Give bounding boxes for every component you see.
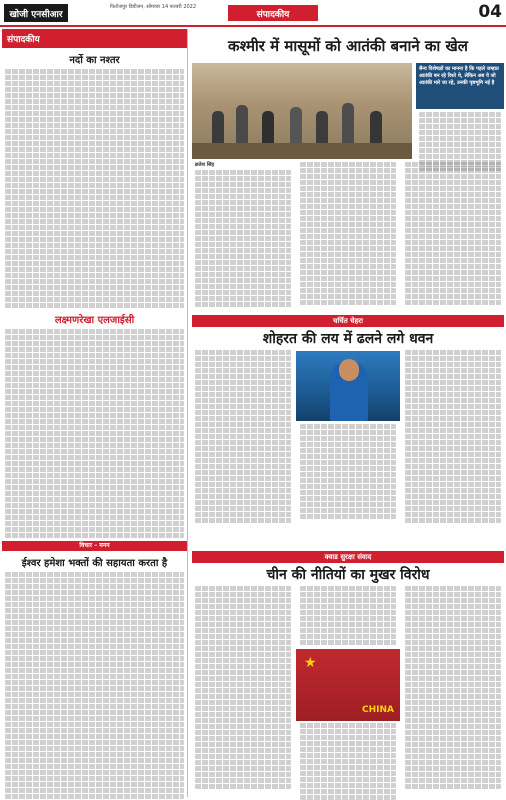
mid-story-headline: शोहरत की लय में ढलने लगे धवन [262,331,434,347]
bottom-body-col-2 [297,586,399,645]
lead-headline: कश्मीर में मासूमों को आतंकी बनाने का खेल [228,37,468,55]
lead-byline: ब्रजेश सिंह [195,162,215,168]
lead-body-col-3 [402,162,504,305]
right-column [192,29,504,797]
bottom-body-col-1 [192,586,294,789]
masthead-logo: खोजी एनसीआर [4,4,68,22]
lead-body-columns [192,161,504,311]
cricketer-photo [296,351,400,421]
editorial-title: नर्दो का नश्तर [69,55,120,66]
star-icon: ★ [304,655,317,671]
bottom-story-headline: चीन की नीतियों का मुखर विरोध [266,567,430,583]
lead-body-col-2 [297,162,399,305]
mid-body-col-2 [297,424,399,519]
mid-story-kicker: चर्चित चेहरा [192,315,504,327]
dateline: फिरोजपुर डिवीजन, सोमवार 14 फरवरी 2022 [110,4,197,10]
editorial-section-bar: संपादकीय [2,29,187,48]
vichar-manan-bar: विचार – मनन [2,541,187,551]
editorial-body [2,69,187,308]
lead-body-col-1 [192,170,294,307]
bottom-body-col-3 [402,586,504,789]
article-title-2: लक्ष्मणरेखा एलजाईसी [54,315,135,326]
page-number: 04 [478,2,502,22]
lead-photo [192,63,412,159]
page-header [0,0,506,27]
article-body-3 [2,572,187,800]
china-label: CHINA [362,705,394,715]
bottom-story-kicker: क्वाड सुरक्षा संवाद [192,551,504,563]
china-flag-photo [296,649,400,721]
article-body-2 [2,329,187,538]
article-title-3: ईश्वर हमेशा भक्तों की सहायता करता है [21,558,168,569]
left-column [2,29,188,797]
lead-caption: सैन्य विशेषज्ञों का मानना है कि पहले जम्हात आतंकी बन रहे रिश्ते थे, लेकिन अब ये जो आतंकी मारे जा रहे, उनकी पृष्ठभूमि नई है [416,63,504,109]
mid-body-col-3 [402,350,504,523]
section-label: संपादकीय [228,5,318,21]
mid-body-col-1 [192,350,294,523]
